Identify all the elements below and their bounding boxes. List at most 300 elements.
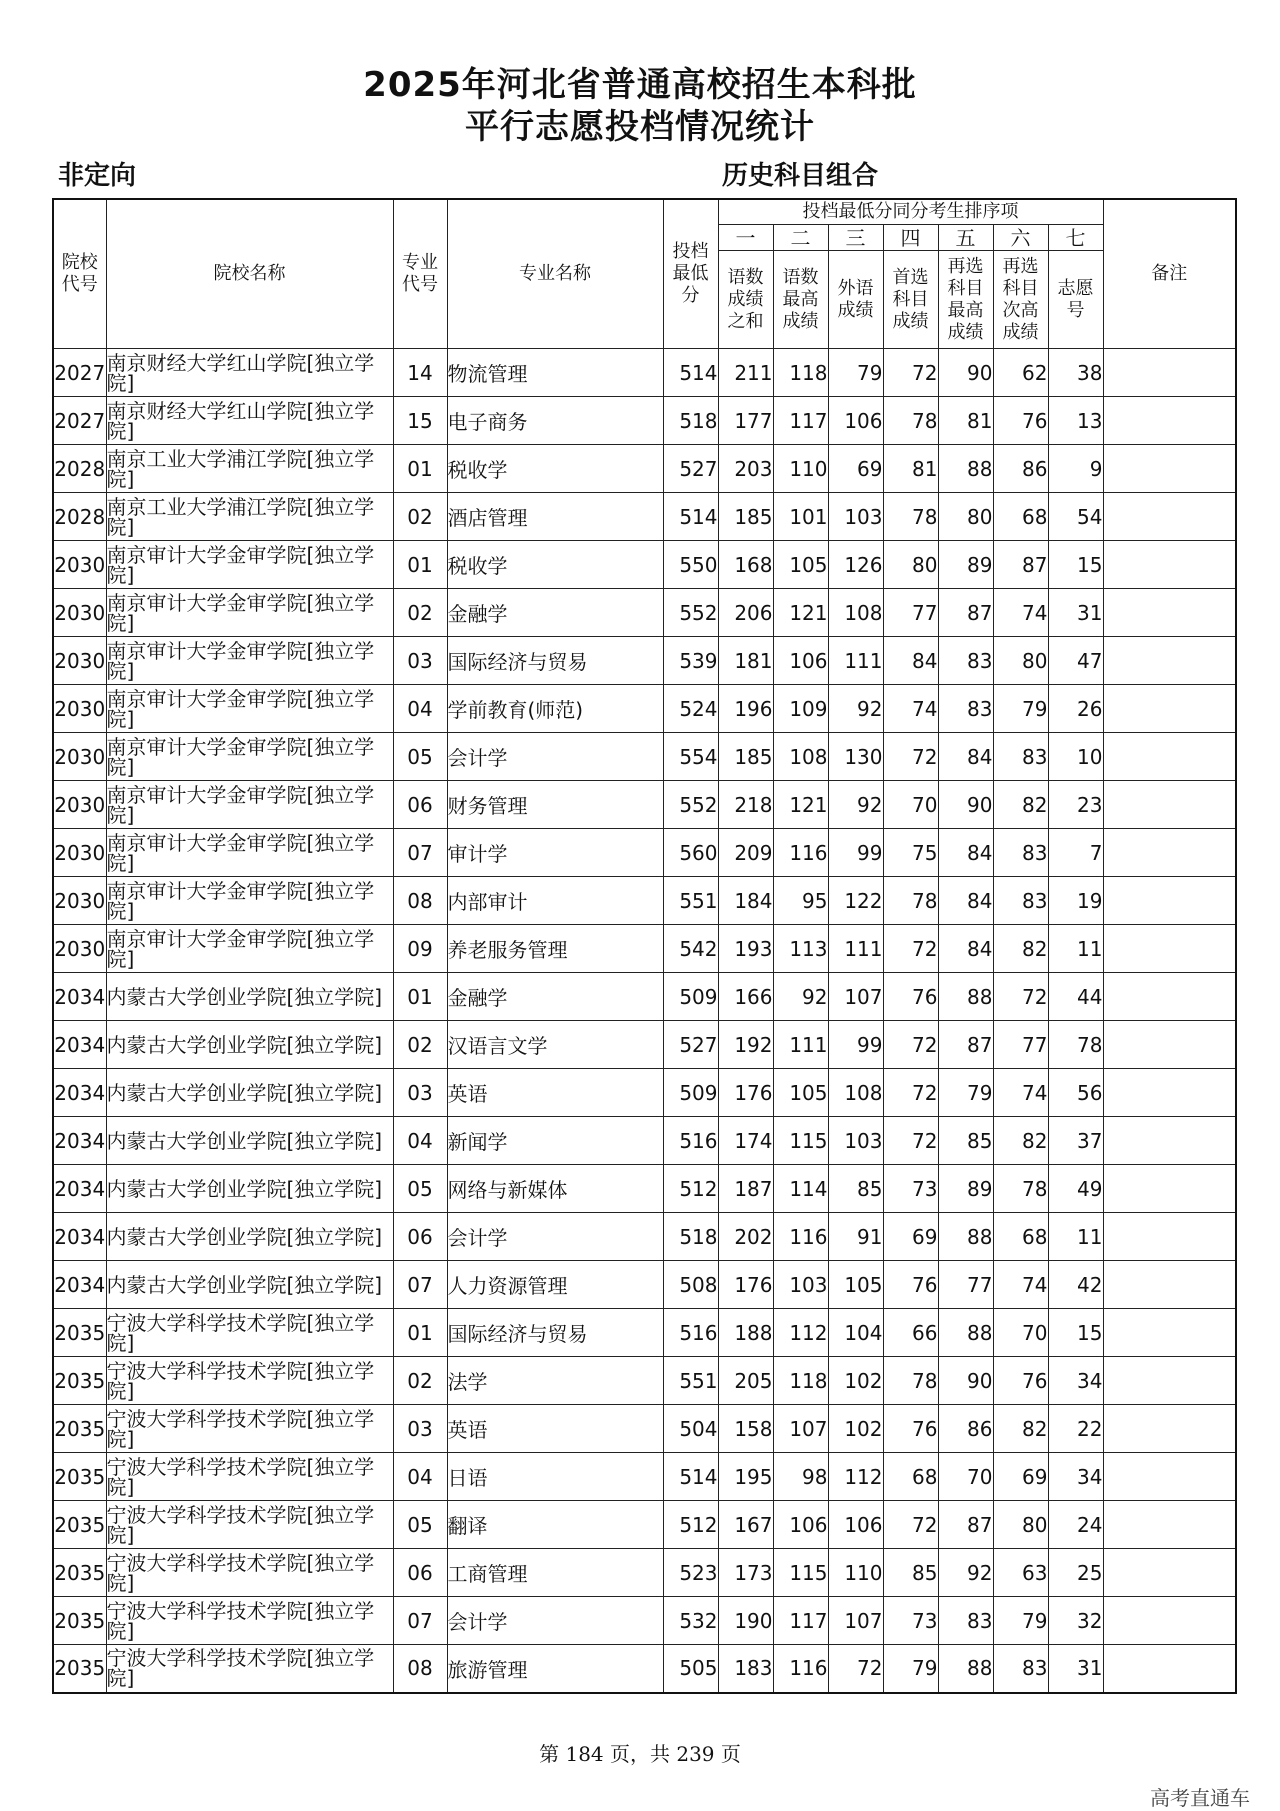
school-name-cell: 南京审计大学金审学院[独立学院] bbox=[106, 637, 393, 685]
remark-cell bbox=[1103, 349, 1236, 397]
min-score-cell: 512 bbox=[663, 1501, 718, 1549]
sort1-cell: 203 bbox=[718, 445, 773, 493]
school-code-cell: 2034 bbox=[53, 1069, 106, 1117]
school-code-cell: 2030 bbox=[53, 685, 106, 733]
sort6-cell: 82 bbox=[993, 1405, 1048, 1453]
sort-item-header: 语数最高成绩 bbox=[773, 251, 828, 349]
sort4-cell: 72 bbox=[883, 733, 938, 781]
major-code-cell: 03 bbox=[393, 637, 447, 685]
sort4-cell: 78 bbox=[883, 493, 938, 541]
sort5-cell: 92 bbox=[938, 1549, 993, 1597]
page-title-line2: 平行志愿投档情况统计 bbox=[465, 107, 815, 147]
sort5-cell: 88 bbox=[938, 1309, 993, 1357]
table-row bbox=[53, 1213, 1236, 1261]
major-name-cell: 会计学 bbox=[447, 1597, 663, 1645]
sort1-cell: 211 bbox=[718, 349, 773, 397]
sort5-cell: 85 bbox=[938, 1117, 993, 1165]
sort4-cell: 77 bbox=[883, 589, 938, 637]
major-name-cell: 财务管理 bbox=[447, 781, 663, 829]
sort3-cell: 106 bbox=[828, 397, 883, 445]
school-code-cell: 2030 bbox=[53, 781, 106, 829]
major-code-cell: 05 bbox=[393, 1501, 447, 1549]
sort2-cell: 114 bbox=[773, 1165, 828, 1213]
sort5-cell: 84 bbox=[938, 925, 993, 973]
table-row bbox=[53, 973, 1236, 1021]
sort7-cell: 9 bbox=[1048, 445, 1103, 493]
major-code-cell: 08 bbox=[393, 1645, 447, 1693]
page-title-line1: 2025年河北省普通高校招生本科批 bbox=[363, 65, 917, 105]
header-school-name: 院校名称 bbox=[106, 199, 393, 349]
school-code-cell: 2035 bbox=[53, 1453, 106, 1501]
major-code-cell: 09 bbox=[393, 925, 447, 973]
sort-item-header: 再选科目最高成绩 bbox=[938, 251, 993, 349]
min-score-cell: 550 bbox=[663, 541, 718, 589]
sort-number: 五 bbox=[938, 225, 993, 251]
major-code-cell: 07 bbox=[393, 1261, 447, 1309]
school-code-cell: 2027 bbox=[53, 397, 106, 445]
min-score-cell: 508 bbox=[663, 1261, 718, 1309]
sort6-cell: 82 bbox=[993, 781, 1048, 829]
school-code-cell: 2034 bbox=[53, 1117, 106, 1165]
remark-cell bbox=[1103, 1069, 1236, 1117]
sort7-cell: 19 bbox=[1048, 877, 1103, 925]
remark-cell bbox=[1103, 493, 1236, 541]
sort4-cell: 78 bbox=[883, 1357, 938, 1405]
sort2-cell: 111 bbox=[773, 1021, 828, 1069]
major-name-cell: 网络与新媒体 bbox=[447, 1165, 663, 1213]
sort5-cell: 70 bbox=[938, 1453, 993, 1501]
table-row bbox=[53, 1261, 1236, 1309]
school-code-cell: 2030 bbox=[53, 829, 106, 877]
major-code-cell: 06 bbox=[393, 1549, 447, 1597]
remark-cell bbox=[1103, 541, 1236, 589]
page-footer: 第 184 页，共 239 页 bbox=[539, 1742, 741, 1766]
min-score-cell: 532 bbox=[663, 1597, 718, 1645]
table-row bbox=[53, 1405, 1236, 1453]
sort4-cell: 68 bbox=[883, 1453, 938, 1501]
sort4-cell: 81 bbox=[883, 445, 938, 493]
sort4-cell: 70 bbox=[883, 781, 938, 829]
sort2-cell: 107 bbox=[773, 1405, 828, 1453]
sort1-cell: 176 bbox=[718, 1261, 773, 1309]
min-score-cell: 505 bbox=[663, 1645, 718, 1693]
sort6-cell: 74 bbox=[993, 1261, 1048, 1309]
major-code-cell: 05 bbox=[393, 1165, 447, 1213]
school-name-cell: 宁波大学科学技术学院[独立学院] bbox=[106, 1309, 393, 1357]
sort7-cell: 10 bbox=[1048, 733, 1103, 781]
sort3-cell: 122 bbox=[828, 877, 883, 925]
major-name-cell: 英语 bbox=[447, 1405, 663, 1453]
min-score-cell: 518 bbox=[663, 397, 718, 445]
major-name-cell: 金融学 bbox=[447, 973, 663, 1021]
sort7-cell: 23 bbox=[1048, 781, 1103, 829]
sort5-cell: 87 bbox=[938, 1021, 993, 1069]
sort3-cell: 107 bbox=[828, 1597, 883, 1645]
sort3-cell: 72 bbox=[828, 1645, 883, 1693]
sort2-cell: 121 bbox=[773, 589, 828, 637]
table-row bbox=[53, 1645, 1236, 1693]
major-name-cell: 汉语言文学 bbox=[447, 1021, 663, 1069]
min-score-cell: 554 bbox=[663, 733, 718, 781]
major-code-cell: 14 bbox=[393, 349, 447, 397]
sort2-cell: 105 bbox=[773, 541, 828, 589]
sort3-cell: 112 bbox=[828, 1453, 883, 1501]
school-code-cell: 2030 bbox=[53, 925, 106, 973]
sort2-cell: 108 bbox=[773, 733, 828, 781]
school-name-cell: 南京审计大学金审学院[独立学院] bbox=[106, 685, 393, 733]
sort1-cell: 183 bbox=[718, 1645, 773, 1693]
major-name-cell: 税收学 bbox=[447, 541, 663, 589]
sort6-cell: 76 bbox=[993, 397, 1048, 445]
school-name-cell: 南京审计大学金审学院[独立学院] bbox=[106, 877, 393, 925]
sort6-cell: 83 bbox=[993, 1645, 1048, 1693]
sort6-cell: 80 bbox=[993, 1501, 1048, 1549]
sort7-cell: 11 bbox=[1048, 1213, 1103, 1261]
sort3-cell: 130 bbox=[828, 733, 883, 781]
major-code-cell: 08 bbox=[393, 877, 447, 925]
school-code-cell: 2035 bbox=[53, 1405, 106, 1453]
major-code-cell: 15 bbox=[393, 397, 447, 445]
sort2-cell: 103 bbox=[773, 1261, 828, 1309]
sort7-cell: 32 bbox=[1048, 1597, 1103, 1645]
sort4-cell: 73 bbox=[883, 1597, 938, 1645]
sort2-cell: 118 bbox=[773, 349, 828, 397]
remark-cell bbox=[1103, 1405, 1236, 1453]
remark-cell bbox=[1103, 1453, 1236, 1501]
sort7-cell: 22 bbox=[1048, 1405, 1103, 1453]
sort3-cell: 107 bbox=[828, 973, 883, 1021]
sort1-cell: 202 bbox=[718, 1213, 773, 1261]
remark-cell bbox=[1103, 1165, 1236, 1213]
remark-cell bbox=[1103, 877, 1236, 925]
min-score-cell: 539 bbox=[663, 637, 718, 685]
sort3-cell: 99 bbox=[828, 1021, 883, 1069]
major-code-cell: 05 bbox=[393, 733, 447, 781]
sort1-cell: 181 bbox=[718, 637, 773, 685]
sort6-cell: 79 bbox=[993, 1597, 1048, 1645]
sort6-cell: 62 bbox=[993, 349, 1048, 397]
subject-group-label: 历史科目组合 bbox=[722, 161, 879, 191]
sort7-cell: 26 bbox=[1048, 685, 1103, 733]
sort3-cell: 103 bbox=[828, 1117, 883, 1165]
sort4-cell: 78 bbox=[883, 877, 938, 925]
major-code-cell: 01 bbox=[393, 445, 447, 493]
sort6-cell: 74 bbox=[993, 1069, 1048, 1117]
sort4-cell: 76 bbox=[883, 1261, 938, 1309]
sort3-cell: 106 bbox=[828, 1501, 883, 1549]
sort7-cell: 7 bbox=[1048, 829, 1103, 877]
major-name-cell: 学前教育(师范) bbox=[447, 685, 663, 733]
sort6-cell: 69 bbox=[993, 1453, 1048, 1501]
table-row bbox=[53, 733, 1236, 781]
sort6-cell: 87 bbox=[993, 541, 1048, 589]
sort4-cell: 72 bbox=[883, 349, 938, 397]
remark-cell bbox=[1103, 733, 1236, 781]
plan-type-label: 非定向 bbox=[58, 161, 137, 191]
table-row bbox=[53, 589, 1236, 637]
sort1-cell: 193 bbox=[718, 925, 773, 973]
major-name-cell: 养老服务管理 bbox=[447, 925, 663, 973]
sort4-cell: 76 bbox=[883, 1405, 938, 1453]
school-name-cell: 宁波大学科学技术学院[独立学院] bbox=[106, 1453, 393, 1501]
school-name-cell: 宁波大学科学技术学院[独立学院] bbox=[106, 1405, 393, 1453]
sort2-cell: 92 bbox=[773, 973, 828, 1021]
table-row bbox=[53, 1501, 1236, 1549]
remark-cell bbox=[1103, 1549, 1236, 1597]
sort7-cell: 13 bbox=[1048, 397, 1103, 445]
school-name-cell: 宁波大学科学技术学院[独立学院] bbox=[106, 1549, 393, 1597]
sort3-cell: 79 bbox=[828, 349, 883, 397]
min-score-cell: 514 bbox=[663, 1453, 718, 1501]
major-name-cell: 工商管理 bbox=[447, 1549, 663, 1597]
remark-cell bbox=[1103, 1357, 1236, 1405]
sort5-cell: 84 bbox=[938, 829, 993, 877]
sort4-cell: 74 bbox=[883, 685, 938, 733]
table-row bbox=[53, 397, 1236, 445]
min-score-cell: 542 bbox=[663, 925, 718, 973]
sort6-cell: 72 bbox=[993, 973, 1048, 1021]
sort5-cell: 90 bbox=[938, 349, 993, 397]
school-code-cell: 2034 bbox=[53, 1261, 106, 1309]
school-code-cell: 2028 bbox=[53, 493, 106, 541]
major-name-cell: 日语 bbox=[447, 1453, 663, 1501]
min-score-cell: 516 bbox=[663, 1309, 718, 1357]
table-row bbox=[53, 1357, 1236, 1405]
sort5-cell: 90 bbox=[938, 1357, 993, 1405]
sort6-cell: 86 bbox=[993, 445, 1048, 493]
table-row bbox=[53, 1021, 1236, 1069]
sort7-cell: 11 bbox=[1048, 925, 1103, 973]
table-row bbox=[53, 1453, 1236, 1501]
remark-cell bbox=[1103, 589, 1236, 637]
school-name-cell: 南京财经大学红山学院[独立学院] bbox=[106, 349, 393, 397]
major-name-cell: 电子商务 bbox=[447, 397, 663, 445]
sort-number: 四 bbox=[883, 225, 938, 251]
major-code-cell: 04 bbox=[393, 1453, 447, 1501]
sort1-cell: 158 bbox=[718, 1405, 773, 1453]
sort7-cell: 34 bbox=[1048, 1453, 1103, 1501]
min-score-cell: 560 bbox=[663, 829, 718, 877]
table-row bbox=[53, 1117, 1236, 1165]
sort4-cell: 66 bbox=[883, 1309, 938, 1357]
remark-cell bbox=[1103, 445, 1236, 493]
sort1-cell: 167 bbox=[718, 1501, 773, 1549]
major-code-cell: 07 bbox=[393, 829, 447, 877]
table-row bbox=[53, 781, 1236, 829]
sort2-cell: 116 bbox=[773, 1645, 828, 1693]
sort-number: 六 bbox=[993, 225, 1048, 251]
sort2-cell: 116 bbox=[773, 829, 828, 877]
sort3-cell: 102 bbox=[828, 1357, 883, 1405]
sort7-cell: 47 bbox=[1048, 637, 1103, 685]
major-code-cell: 04 bbox=[393, 1117, 447, 1165]
school-code-cell: 2034 bbox=[53, 1165, 106, 1213]
sort2-cell: 98 bbox=[773, 1453, 828, 1501]
major-name-cell: 新闻学 bbox=[447, 1117, 663, 1165]
sort7-cell: 37 bbox=[1048, 1117, 1103, 1165]
min-score-cell: 524 bbox=[663, 685, 718, 733]
sort5-cell: 88 bbox=[938, 1645, 993, 1693]
school-code-cell: 2030 bbox=[53, 733, 106, 781]
school-name-cell: 内蒙古大学创业学院[独立学院] bbox=[106, 973, 393, 1021]
sort4-cell: 79 bbox=[883, 1645, 938, 1693]
remark-cell bbox=[1103, 781, 1236, 829]
remark-cell bbox=[1103, 1261, 1236, 1309]
school-code-cell: 2028 bbox=[53, 445, 106, 493]
table-row bbox=[53, 1597, 1236, 1645]
sort2-cell: 106 bbox=[773, 637, 828, 685]
remark-cell bbox=[1103, 1117, 1236, 1165]
sort5-cell: 77 bbox=[938, 1261, 993, 1309]
sort7-cell: 44 bbox=[1048, 973, 1103, 1021]
major-name-cell: 旅游管理 bbox=[447, 1645, 663, 1693]
sort4-cell: 85 bbox=[883, 1549, 938, 1597]
major-name-cell: 税收学 bbox=[447, 445, 663, 493]
major-name-cell: 金融学 bbox=[447, 589, 663, 637]
major-name-cell: 法学 bbox=[447, 1357, 663, 1405]
sort7-cell: 49 bbox=[1048, 1165, 1103, 1213]
school-name-cell: 南京审计大学金审学院[独立学院] bbox=[106, 733, 393, 781]
sort5-cell: 86 bbox=[938, 1405, 993, 1453]
school-code-cell: 2035 bbox=[53, 1501, 106, 1549]
sort2-cell: 113 bbox=[773, 925, 828, 973]
sort1-cell: 192 bbox=[718, 1021, 773, 1069]
school-code-cell: 2035 bbox=[53, 1309, 106, 1357]
sort1-cell: 185 bbox=[718, 493, 773, 541]
table-row bbox=[53, 445, 1236, 493]
sort5-cell: 83 bbox=[938, 685, 993, 733]
min-score-cell: 518 bbox=[663, 1213, 718, 1261]
min-score-cell: 509 bbox=[663, 973, 718, 1021]
sort6-cell: 68 bbox=[993, 1213, 1048, 1261]
sort4-cell: 72 bbox=[883, 1117, 938, 1165]
sort5-cell: 89 bbox=[938, 1165, 993, 1213]
table-row bbox=[53, 493, 1236, 541]
sort-item-header: 外语成绩 bbox=[828, 251, 883, 349]
sort2-cell: 115 bbox=[773, 1549, 828, 1597]
sort4-cell: 78 bbox=[883, 397, 938, 445]
min-score-cell: 514 bbox=[663, 349, 718, 397]
min-score-cell: 527 bbox=[663, 1021, 718, 1069]
sort7-cell: 31 bbox=[1048, 589, 1103, 637]
table-row bbox=[53, 925, 1236, 973]
remark-cell bbox=[1103, 973, 1236, 1021]
sort5-cell: 84 bbox=[938, 877, 993, 925]
school-name-cell: 宁波大学科学技术学院[独立学院] bbox=[106, 1501, 393, 1549]
sort6-cell: 63 bbox=[993, 1549, 1048, 1597]
school-code-cell: 2030 bbox=[53, 541, 106, 589]
sort3-cell: 111 bbox=[828, 925, 883, 973]
sort1-cell: 206 bbox=[718, 589, 773, 637]
school-name-cell: 南京审计大学金审学院[独立学院] bbox=[106, 829, 393, 877]
school-name-cell: 南京财经大学红山学院[独立学院] bbox=[106, 397, 393, 445]
sort6-cell: 70 bbox=[993, 1309, 1048, 1357]
major-code-cell: 02 bbox=[393, 493, 447, 541]
sort1-cell: 190 bbox=[718, 1597, 773, 1645]
sort4-cell: 72 bbox=[883, 1501, 938, 1549]
sort7-cell: 38 bbox=[1048, 349, 1103, 397]
major-name-cell: 国际经济与贸易 bbox=[447, 1309, 663, 1357]
remark-cell bbox=[1103, 1501, 1236, 1549]
school-name-cell: 宁波大学科学技术学院[独立学院] bbox=[106, 1645, 393, 1693]
sort7-cell: 15 bbox=[1048, 1309, 1103, 1357]
major-code-cell: 02 bbox=[393, 1021, 447, 1069]
sort3-cell: 92 bbox=[828, 781, 883, 829]
sort6-cell: 83 bbox=[993, 829, 1048, 877]
min-score-cell: 516 bbox=[663, 1117, 718, 1165]
watermark-text: 高考直通车 bbox=[1150, 1786, 1250, 1810]
sort7-cell: 15 bbox=[1048, 541, 1103, 589]
sort5-cell: 81 bbox=[938, 397, 993, 445]
min-score-cell: 512 bbox=[663, 1165, 718, 1213]
sort3-cell: 85 bbox=[828, 1165, 883, 1213]
sort6-cell: 82 bbox=[993, 925, 1048, 973]
sort-number: 一 bbox=[718, 225, 773, 251]
school-name-cell: 宁波大学科学技术学院[独立学院] bbox=[106, 1597, 393, 1645]
sort2-cell: 112 bbox=[773, 1309, 828, 1357]
sort3-cell: 126 bbox=[828, 541, 883, 589]
admission-table bbox=[52, 198, 1237, 1694]
major-name-cell: 物流管理 bbox=[447, 349, 663, 397]
table-row bbox=[53, 349, 1236, 397]
sort3-cell: 99 bbox=[828, 829, 883, 877]
school-code-cell: 2030 bbox=[53, 589, 106, 637]
sort5-cell: 84 bbox=[938, 733, 993, 781]
min-score-cell: 527 bbox=[663, 445, 718, 493]
sort5-cell: 83 bbox=[938, 637, 993, 685]
sort3-cell: 105 bbox=[828, 1261, 883, 1309]
sort1-cell: 173 bbox=[718, 1549, 773, 1597]
sort2-cell: 101 bbox=[773, 493, 828, 541]
sort1-cell: 176 bbox=[718, 1069, 773, 1117]
sort5-cell: 88 bbox=[938, 445, 993, 493]
sort2-cell: 121 bbox=[773, 781, 828, 829]
sort-item-header: 志愿号 bbox=[1048, 251, 1103, 349]
sort7-cell: 42 bbox=[1048, 1261, 1103, 1309]
sort1-cell: 205 bbox=[718, 1357, 773, 1405]
sort7-cell: 34 bbox=[1048, 1357, 1103, 1405]
remark-cell bbox=[1103, 637, 1236, 685]
min-score-cell: 504 bbox=[663, 1405, 718, 1453]
sort3-cell: 102 bbox=[828, 1405, 883, 1453]
sort2-cell: 105 bbox=[773, 1069, 828, 1117]
sort4-cell: 75 bbox=[883, 829, 938, 877]
sort1-cell: 195 bbox=[718, 1453, 773, 1501]
sort3-cell: 108 bbox=[828, 1069, 883, 1117]
sort2-cell: 110 bbox=[773, 445, 828, 493]
table-row bbox=[53, 1069, 1236, 1117]
sort1-cell: 218 bbox=[718, 781, 773, 829]
sort7-cell: 78 bbox=[1048, 1021, 1103, 1069]
sort1-cell: 188 bbox=[718, 1309, 773, 1357]
table-row bbox=[53, 829, 1236, 877]
sort4-cell: 69 bbox=[883, 1213, 938, 1261]
school-code-cell: 2030 bbox=[53, 637, 106, 685]
sort4-cell: 72 bbox=[883, 1069, 938, 1117]
sort7-cell: 31 bbox=[1048, 1645, 1103, 1693]
major-name-cell: 酒店管理 bbox=[447, 493, 663, 541]
school-code-cell: 2027 bbox=[53, 349, 106, 397]
sort1-cell: 174 bbox=[718, 1117, 773, 1165]
sort3-cell: 110 bbox=[828, 1549, 883, 1597]
school-name-cell: 南京工业大学浦江学院[独立学院] bbox=[106, 445, 393, 493]
school-code-cell: 2030 bbox=[53, 877, 106, 925]
sort3-cell: 69 bbox=[828, 445, 883, 493]
min-score-cell: 509 bbox=[663, 1069, 718, 1117]
major-code-cell: 03 bbox=[393, 1405, 447, 1453]
remark-cell bbox=[1103, 925, 1236, 973]
school-code-cell: 2034 bbox=[53, 973, 106, 1021]
